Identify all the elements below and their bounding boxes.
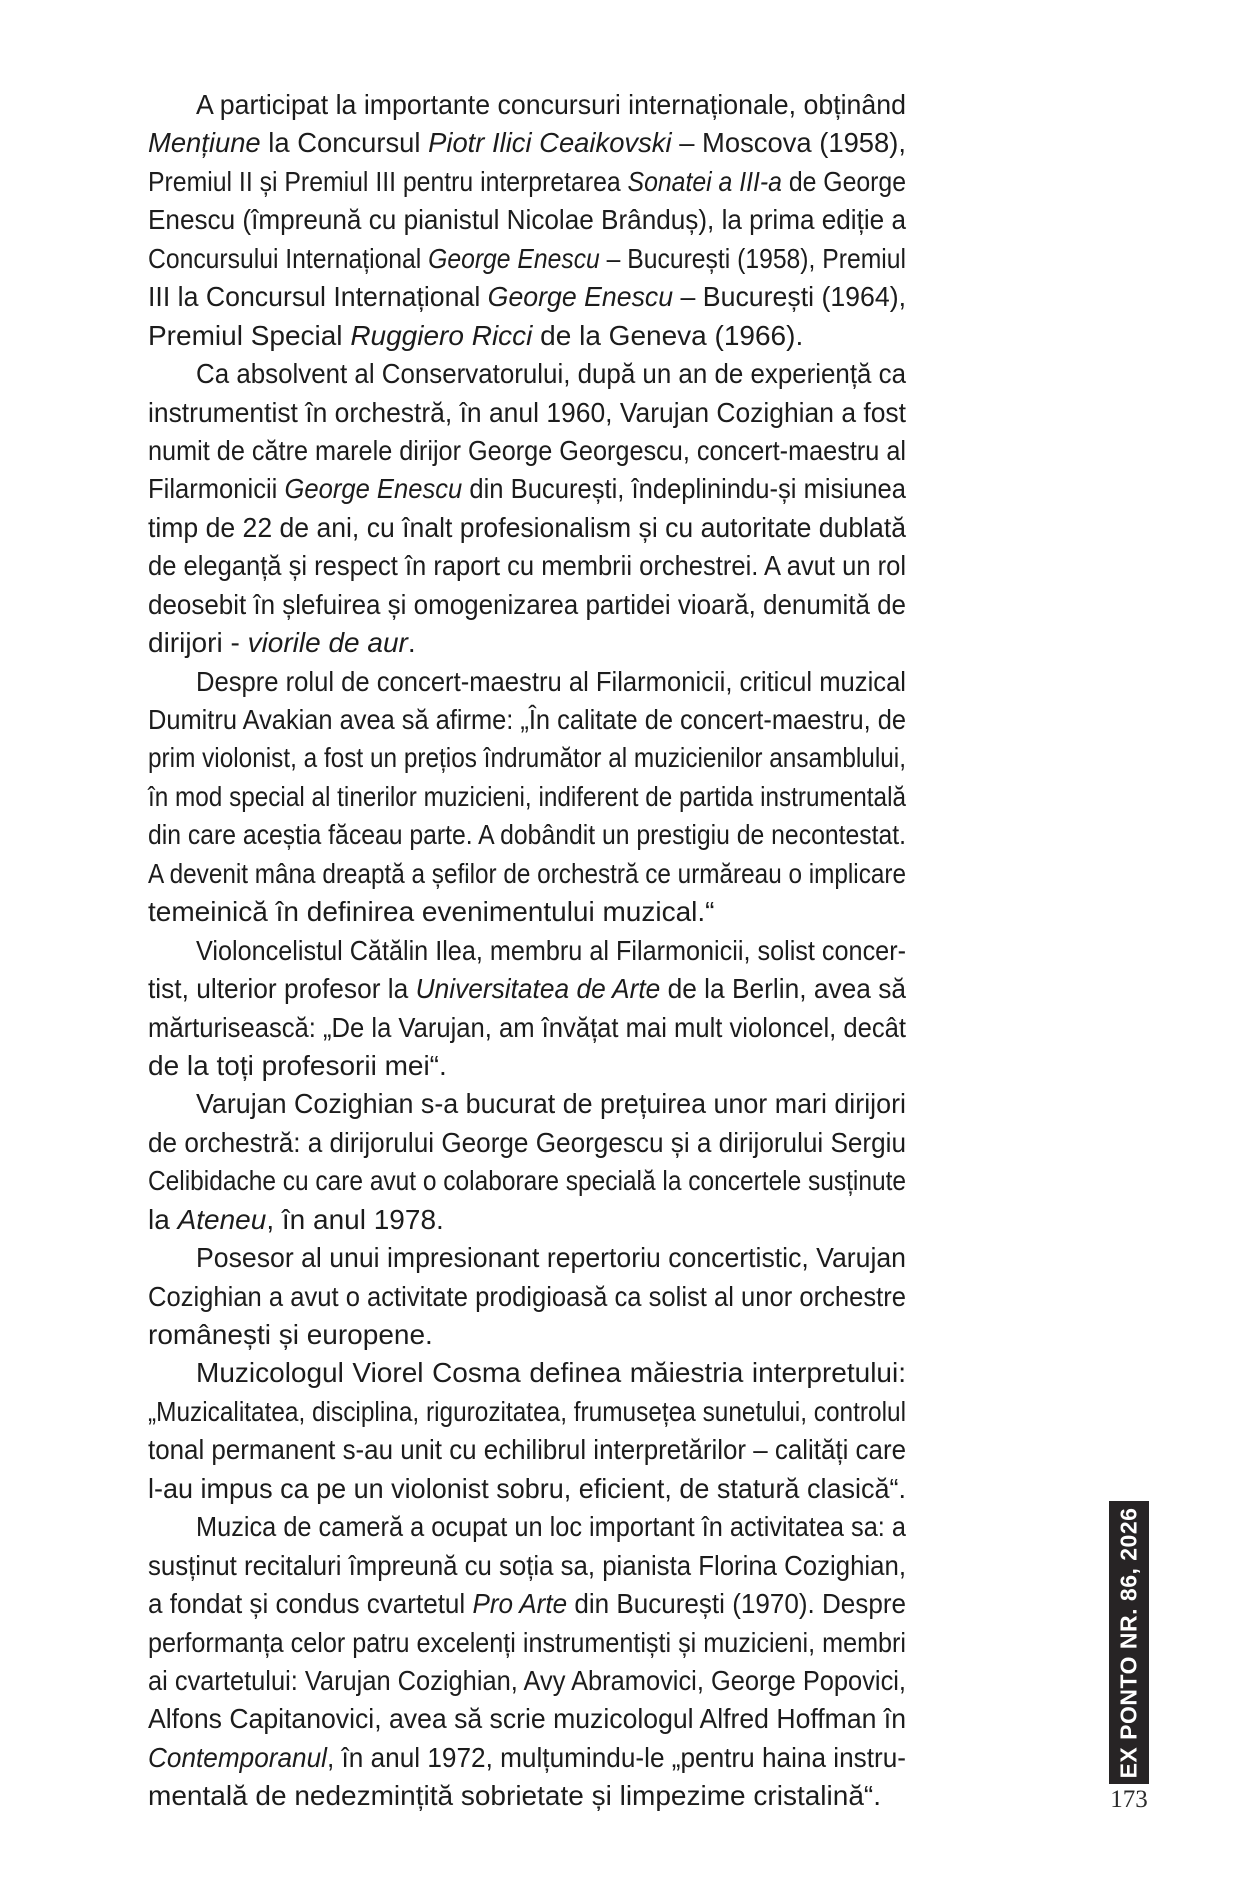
page-number: 173 (1110, 1786, 1148, 1813)
text-line: timp de 22 de ani, cu înalt profesionalism și cu autoritate dublată (148, 511, 906, 543)
text-line: Alfons Capitanovici, avea să scrie muzicologul Alfred Hoffman în (148, 1703, 906, 1735)
text-line: A devenit mâna dreaptă a șefilor de orchestră ce urmăreau o implicare (148, 857, 906, 889)
text-line: Posesor al unui impresionant repertoriu concertistic, Varujan (196, 1242, 906, 1274)
text-line: Contemporanul, în anul 1972, mulțumindu-le „pentru haina instru- (148, 1741, 906, 1773)
text-line: temeinică în definirea evenimentului muzical.“ (148, 896, 715, 928)
text-line: Enescu (împreună cu pianistul Nicolae Brânduș), la prima ediție a (148, 204, 906, 236)
text-line: l-au impus ca pe un violonist sobru, eficient, de statură clasică“. (148, 1472, 906, 1504)
text-line: din care aceștia făceau parte. A dobândit un prestigiu de necontestat. (148, 819, 906, 851)
text-line: III la Concursul Internațional George Enescu – București (1964), (148, 281, 906, 313)
text-line: prim violonist, a fost un prețios îndrumător al muzicienilor ansamblului, (148, 742, 906, 774)
text-line: Filarmonicii George Enescu din București, îndeplinindu-și misiunea (148, 473, 906, 505)
text-line: A participat la importante concursuri internaționale, obținând (196, 89, 906, 120)
text-line: la Ateneu, în anul 1978. (148, 1203, 444, 1235)
text-line: numit de către marele dirijor George Georgescu, concert-maestru al (148, 434, 906, 466)
text-line: Cozighian a avut o activitate prodigioasă ca solist al unor orchestre (148, 1280, 906, 1312)
journal-banner-label: EX PONTO NR. 86, 2026 (1115, 1507, 1142, 1778)
text-line: tist, ulterior profesor la Universitatea de Arte de la Berlin, avea să (148, 973, 906, 1005)
text-line: românești și europene. (148, 1319, 433, 1350)
text-line: susținut recitaluri împreună cu soția sa, pianista Florina Cozighian, (148, 1549, 906, 1581)
text-line: Ca absolvent al Conservatorului, după un an de experiență ca (196, 358, 906, 390)
text-line: dirijori - viorile de aur. (148, 627, 416, 659)
text-line: Despre rolul de concert-maestru al Filarmonicii, criticul muzical (196, 665, 906, 697)
text-line: Concursului Internațional George Enescu – București (1958), Premiul (148, 242, 906, 274)
text-line: instrumentist în orchestră, în anul 1960, Varujan Cozighian a fost (148, 396, 906, 428)
text-line: ai cvartetului: Varujan Cozighian, Avy Abramovici, George Popovici, (148, 1664, 906, 1696)
text-line: în mod special al tinerilor muzicieni, indiferent de partida instrumentală (148, 780, 906, 812)
text-line: deosebit în șlefuirea și omogenizarea partidei vioară, denumită de (148, 588, 906, 620)
text-line: performanța celor patru excelenți instrumentiști și muzicieni, membri (148, 1626, 906, 1658)
text-line: tonal permanent s-au unit cu echilibrul interpretărilor – calități care (148, 1434, 906, 1466)
text-line: mentală de nedezmințită sobrietate și limpezime cristalină“. (148, 1780, 881, 1812)
text-line: Muzicologul Viorel Cosma definea măiestria interpretului: (196, 1357, 906, 1389)
text-line: Celibidache cu care avut o colaborare specială la concertele susținute (148, 1165, 906, 1197)
text-line: de eleganță și respect în raport cu membrii orchestrei. A avut un rol (148, 550, 906, 582)
text-line: de la toți profesorii mei“. (148, 1049, 447, 1081)
text-line: Mențiune la Concursul Piotr Ilici Ceaikovski – Moscova (1958), (148, 127, 906, 159)
text-line: mărturisească: „De la Varujan, am învățat mai mult violoncel, decât (148, 1011, 906, 1043)
text-line: Premiul Special Ruggiero Ricci de la Geneva (1966). (148, 319, 804, 351)
text-line: Varujan Cozighian s-a bucurat de prețuirea unor mari dirijori (196, 1088, 906, 1120)
text-line: Premiul II și Premiul III pentru interpretarea Sonatei a III-a de George (148, 165, 906, 197)
text-line: Dumitru Avakian avea să afirme: „În calitate de concert-maestru, de (148, 704, 906, 735)
body-text (148, 86, 906, 1816)
journal-banner (1109, 1501, 1149, 1784)
text-line: Muzica de cameră a ocupat un loc important în activitatea sa: a (196, 1511, 906, 1543)
text-line: de orchestră: a dirijorului George Georgescu și a dirijorului Sergiu (148, 1126, 906, 1158)
text-line: „Muzicalitatea, disciplina, rigurozitatea, frumusețea sunetului, controlul (148, 1395, 906, 1427)
text-line: a fondat și condus cvartetul Pro Arte din București (1970). Despre (148, 1588, 906, 1620)
text-line: Violoncelistul Cătălin Ilea, membru al Filarmonicii, solist concer- (196, 934, 906, 966)
